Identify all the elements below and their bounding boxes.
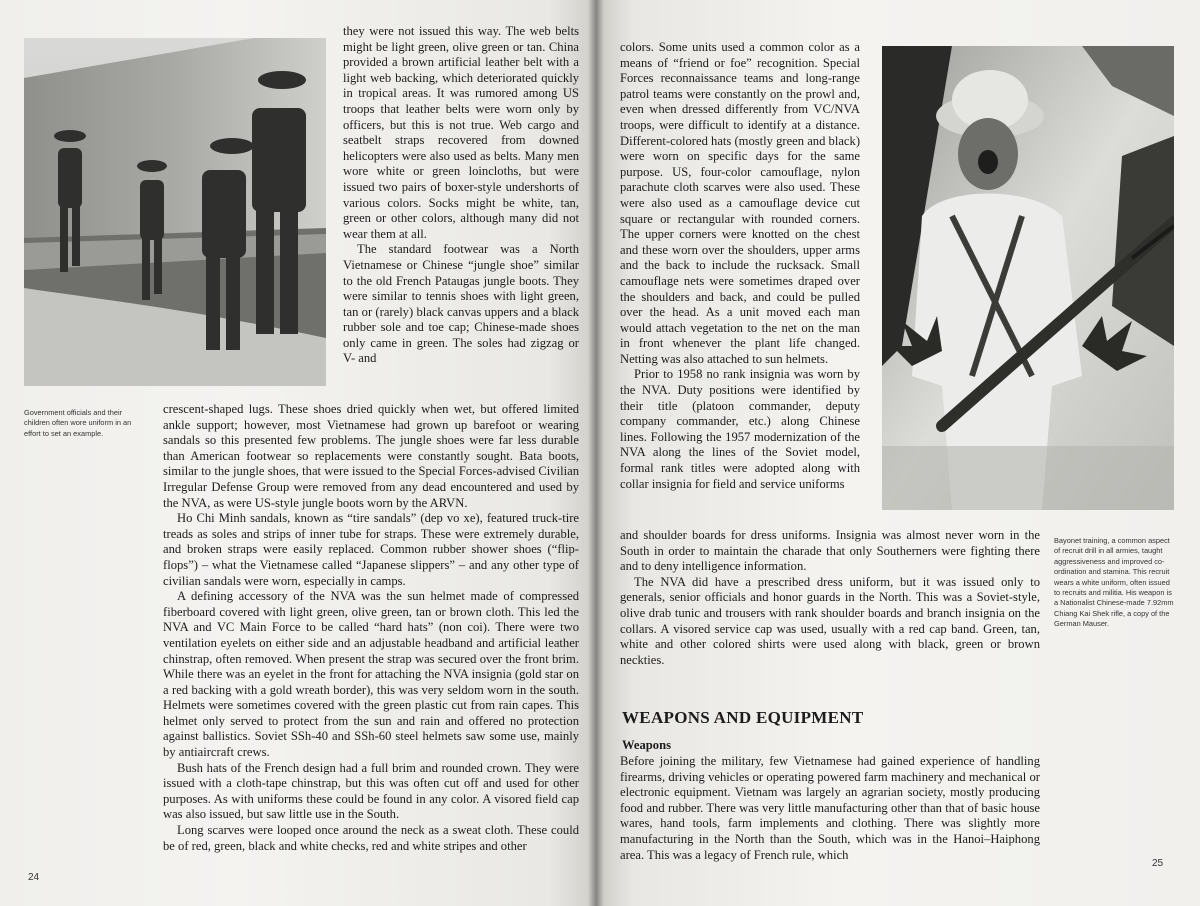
paragraph: The NVA did have a prescribed dress uniform, but it was issued only to generals, senior officials and honor guards in the North. This was a Soviet-style, olive drab tunic and trousers with rank shoulder boards and branch insignia on the collars. A visored service cap was used, usually with a red cap band. Green, tan, white and other colored shirts were used along with black, green or brown neckties. bbox=[620, 574, 1040, 667]
paragraph: A defining accessory of the NVA was the sun helmet made of compressed fiberboard covered with light green, olive green, tan or brown cloth. This led the NVA and VC Main Force to be called “hard hats” (non coi). There were two ventilation eyelets on either side and an adjustable headband and artificial leather chinstrap, often removed. When present the strap was secured over the front brim. While there was an eyelet in the front for attaching the NVA insignia (gold star on a red backing with a gold wreath border), this was very seldom worn in the south. Helmets were sometimes covered with the green plastic cut from rain capes. This helmet only served to protect from the sun and rain and offered no protection against ballistics. Soviet SSh-40 and SSh-60 steel helmets saw some use, mainly by antiaircraft crews. bbox=[163, 589, 579, 760]
photo-caption: Government officials and their children often wore uniform in an effort to set an example. bbox=[24, 408, 132, 438]
left-column-full bbox=[163, 402, 579, 854]
paragraph: Ho Chi Minh sandals, known as “tire sandals” (dep vo xe), featured truck-tire treads as soles and strips of inner tube for straps. These were extremely durable, and broken straps were easily replaced. Common rubber shower shoes (“flip-flops”) – what the Vietnamese called “Japanese slippers” – and any other type of civilian sandals were worn, especially in camps. bbox=[163, 511, 579, 588]
officials-children-photo bbox=[24, 38, 326, 386]
photo-image bbox=[24, 38, 326, 386]
paragraph: Bush hats of the French design had a full brim and rounded crown. They were issued with a cloth-tape chinstrap, but this was often cut off and used for other purposes. As with uniforms these could be found in any color. A visored field cap was also issued, but saw little use in the South. bbox=[163, 760, 579, 822]
book-gutter bbox=[588, 0, 604, 906]
paragraph: Before joining the military, few Vietnamese had gained experience of handling firearms, driving vehicles or operating powered farm machinery and mechanical or electronic equipment. Vietnam was largely an agrarian society, mostly producing food and rubber. There was very little manufacturing other than that of basic house wares, hand tools, farm implements and clothing. There was slightly more manufacturing in the North than the South, which was in the Hanoi–Haiphong area. This was a legacy of French rule, which bbox=[620, 754, 1040, 862]
right-column-top bbox=[620, 40, 860, 492]
paragraph: Long scarves were looped once around the neck as a sweat cloth. These could be of red, green, black and white checks, red and white stripes and other bbox=[163, 823, 579, 853]
right-column-full bbox=[620, 528, 1040, 668]
paragraph: and shoulder boards for dress uniforms. Insignia was almost never worn in the South in order to maintain the charade that only Southerners were fighting there and to deny intelligence information. bbox=[620, 528, 1040, 574]
right-page bbox=[596, 0, 1200, 906]
weapons-text bbox=[620, 754, 1040, 863]
paragraph: colors. Some units used a common color as a means of “friend or foe” recognition. Special Forces reconnaissance teams and long-range patrol teams were constantly on the prowl and, even when dressed differently from VC/NVA troops, were difficult to identify at a distance. Different-colored hats (mostly green and black) were worn on specific days for the same purpose. US, four-color camouflage, nylon parachute cloth scarves were also used. These were also used as a camouflage device cut square or rectangular with rounded corners. The upper corners were knotted on the chest and these worn over the shoulders, upper arms and the back to include the rucksack. Small camouflage nets were sometimes draped over the shoulders and back, and could be pulled over the head. As a unit moved each man would attach vegetation to the net on the man in front whenever the plant life changed. Netting was also attached to sun helmets. bbox=[620, 40, 861, 366]
left-page bbox=[0, 0, 596, 906]
section-heading: WEAPONS AND EQUIPMENT bbox=[622, 708, 864, 727]
paragraph: Prior to 1958 no rank insignia was worn by the NVA. Duty positions were identified by their title (platoon commander, deputy company commander, etc.) along Chinese lines. Following the 1957 modernization of the NVA along the lines of the Soviet model, formal rank titles were adopted along with collar insignia for field and service uniforms bbox=[620, 367, 860, 491]
photo-caption: Bayonet training, a common aspect of recruit drill in all armies, taught aggressiveness and improved co-ordination and stamina. This recruit wears a white uniform, often issued to recruits and militia. His weapon is a Nationalist Chinese-made 7.92mm Chiang Kai Shek rifle, a copy of the German Mauser. bbox=[1054, 536, 1174, 629]
bayonet-training-photo bbox=[882, 46, 1174, 510]
photo-image bbox=[882, 46, 1174, 510]
left-column-top bbox=[343, 24, 579, 367]
paragraph: crescent-shaped lugs. These shoes dried quickly when wet, but offered limited ankle support; however, most Vietnamese had grown up barefoot or wearing sandals so this presented few problems. The jungle shoes were far less durable than American footwear so replacements were constantly sought. Bata boots, similar to the jungle shoes, that were issued to the Special Forces-advised Civilian Irregular Defense Group were removed from any dead encountered and used by the NVA, as were US-style jungle boots worn by the ARVN. bbox=[163, 402, 579, 510]
paragraph: The standard footwear was a North Vietnamese or Chinese “jungle shoe” similar to the old French Pataugas jungle boots. They were similar to tennis shoes with light green, tan or (rarely) black canvas uppers and a black rubber sole and toe cap; Chinese-made shoes only came in green. The soles had zigzag or V- and bbox=[343, 242, 579, 366]
subheading: Weapons bbox=[622, 738, 671, 752]
paragraph: they were not issued this way. The web belts might be light green, olive green or tan. China provided a brown artificial leather belt with a light web backing, which deteriorated quickly in tropical areas. It was rumored among US troops that leather belts were worn only by officers, but this is not true. Web cargo and seatbelt straps recovered from downed helicopters were also used as belts. Many men wore white or green loincloths, but were issued two pairs of boxer-style undershorts of various colors. Socks might be white, tan, green or other colors, although many did not wear them at all. bbox=[343, 24, 579, 241]
page-number: 24 bbox=[28, 872, 40, 883]
page-number: 25 bbox=[1152, 858, 1164, 869]
